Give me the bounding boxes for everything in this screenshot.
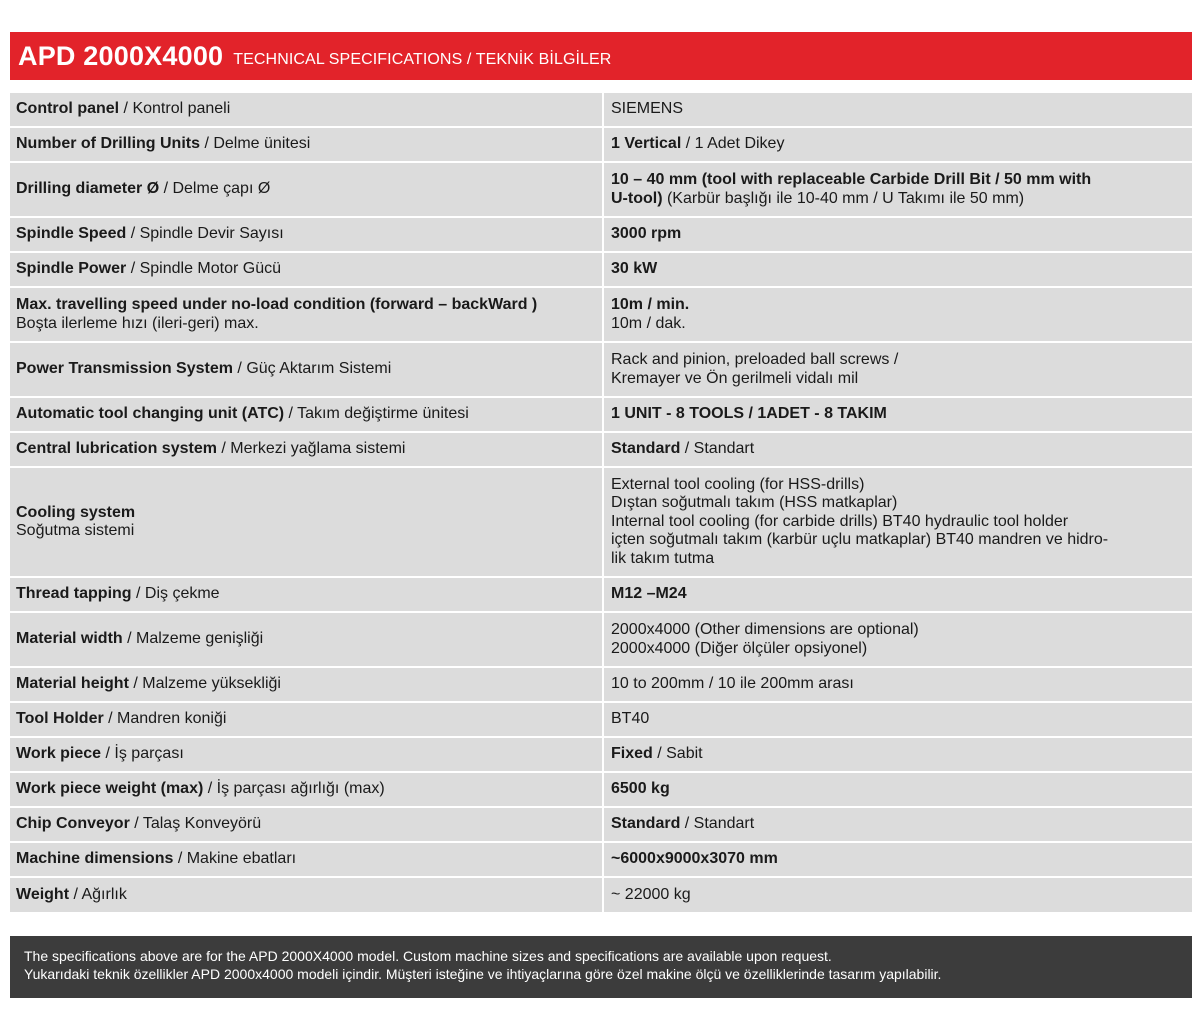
spec-bold-text: Standard: [611, 815, 681, 833]
spec-row: [10, 162, 1192, 217]
spec-value: [603, 432, 1192, 467]
spec-label-line: [16, 745, 596, 764]
spec-normal-text: / Takım değiştirme ünitesi: [284, 405, 469, 423]
spec-bold-text: Spindle Power: [16, 260, 127, 278]
spec-bold-text: 1 Vertical: [611, 135, 682, 153]
spec-value-line: [611, 745, 1186, 764]
spec-normal-text: / Spindle Devir Sayısı: [126, 225, 284, 243]
spec-value-line: [611, 513, 1186, 532]
spec-bold-text: Work piece: [16, 745, 102, 763]
spec-label: [10, 667, 603, 702]
spec-normal-text: Internal tool cooling (for carbide drills) BT40 hydraulic tool holder: [611, 512, 1069, 530]
spec-label: [10, 612, 603, 667]
spec-value: [603, 877, 1192, 912]
spec-label-line: [16, 405, 596, 424]
spec-bold-text: U-tool): [611, 189, 663, 207]
spec-label-line: [16, 296, 596, 315]
spec-label: [10, 92, 603, 127]
spec-label-line: [16, 522, 596, 541]
spec-label-line: [16, 260, 596, 279]
spec-value: [603, 702, 1192, 737]
spec-value-line: [611, 405, 1186, 424]
spec-normal-text: / Delme ünitesi: [200, 135, 311, 153]
spec-label-line: [16, 886, 596, 905]
spec-normal-text: Rack and pinion, preloaded ball screws /: [611, 351, 899, 368]
spec-normal-text: / Malzeme genişliği: [122, 630, 264, 648]
spec-bold-text: Number of Drilling Units: [16, 135, 200, 153]
spec-value-line: [611, 296, 1186, 315]
spec-value-line: [611, 780, 1186, 799]
spec-label-line: [16, 630, 596, 649]
spec-value-line: [611, 640, 1186, 659]
spec-value-line: [611, 171, 1186, 190]
spec-row: [10, 842, 1192, 877]
spec-normal-text: / İş parçası ağırlığı (max): [203, 780, 385, 798]
spec-value-line: [611, 225, 1186, 244]
spec-value: [603, 467, 1192, 577]
spec-row: [10, 397, 1192, 432]
spec-bold-text: Weight: [16, 885, 70, 903]
spec-normal-text: SIEMENS: [611, 100, 684, 118]
spec-label: [10, 702, 603, 737]
spec-normal-text: ~ 22000 kg: [611, 885, 691, 903]
spec-label: [10, 127, 603, 162]
spec-normal-text: içten soğutmalı takım (karbür uçlu matkaplar) BT40 mandren ve hidro-: [611, 531, 1109, 549]
spec-value-line: [611, 850, 1186, 869]
spec-bold-text: Machine dimensions: [16, 850, 174, 868]
spec-value: [603, 217, 1192, 252]
spec-value-line: [611, 440, 1186, 459]
spec-bold-text: 6500 kg: [611, 780, 670, 798]
spec-value: [603, 807, 1192, 842]
spec-row: [10, 432, 1192, 467]
spec-normal-text: lik takım tutma: [611, 549, 715, 567]
spec-normal-text: BT40: [611, 710, 650, 728]
spec-normal-text: / Standart: [680, 815, 755, 833]
spec-label: [10, 467, 603, 577]
spec-normal-text: / Standart: [680, 440, 755, 458]
spec-row: [10, 127, 1192, 162]
spec-row: [10, 467, 1192, 577]
spec-label-line: [16, 815, 596, 834]
spec-normal-text: 10 to 200mm / 10 ile 200mm arası: [611, 675, 854, 693]
spec-label-line: [16, 440, 596, 459]
spec-value: [603, 92, 1192, 127]
spec-bold-text: 30 kW: [611, 260, 658, 278]
spec-row: [10, 612, 1192, 667]
spec-value-line: [611, 815, 1186, 834]
spec-row: [10, 877, 1192, 912]
spec-value-line: [611, 315, 1186, 334]
spec-normal-text: / Spindle Motor Gücü: [126, 260, 281, 278]
spec-value-line: [611, 260, 1186, 279]
spec-normal-text: / Diş çekme: [131, 585, 220, 603]
spec-normal-text: / Mandren koniği: [103, 710, 227, 728]
spec-label: [10, 877, 603, 912]
spec-normal-text: / Delme çapı Ø: [159, 180, 271, 198]
spec-bold-text: Drilling diameter Ø: [16, 180, 160, 198]
spec-bold-text: Chip Conveyor: [16, 815, 130, 833]
spec-normal-text: / Güç Aktarım Sistemi: [232, 360, 392, 378]
spec-value-line: [611, 351, 1186, 370]
spec-label-line: [16, 504, 596, 523]
spec-value-line: [611, 585, 1186, 604]
spec-table-body: [10, 92, 1192, 912]
spec-normal-text: / Sabit: [652, 745, 703, 763]
spec-normal-text: / 1 Adet Dikey: [681, 135, 785, 153]
spec-bold-text: Max. travelling speed under no-load condition (forward – backWard ): [16, 296, 538, 313]
spec-label: [10, 842, 603, 877]
spec-bold-text: Power Transmission System: [16, 360, 233, 378]
spec-bold-text: Tool Holder: [16, 710, 104, 728]
spec-value: [603, 162, 1192, 217]
spec-value: [603, 842, 1192, 877]
spec-bold-text: Central lubrication system: [16, 440, 217, 458]
spec-normal-text: / Malzeme yüksekliği: [128, 675, 281, 693]
spec-label: [10, 162, 603, 217]
spec-bold-text: Material width: [16, 630, 123, 648]
spec-bold-text: Standard: [611, 440, 681, 458]
title-banner: [10, 32, 1192, 80]
spec-row: [10, 577, 1192, 612]
spec-row: [10, 92, 1192, 127]
spec-label: [10, 342, 603, 397]
spec-value: [603, 737, 1192, 772]
spec-bold-text: ~6000x9000x3070 mm: [611, 850, 778, 868]
spec-label-line: [16, 100, 596, 119]
spec-bold-text: Material height: [16, 675, 129, 693]
spec-value-line: [611, 135, 1186, 154]
spec-value-line: [611, 675, 1186, 694]
spec-label: [10, 432, 603, 467]
spec-normal-text: Soğutma sistemi: [16, 522, 135, 539]
spec-bold-text: 3000 rpm: [611, 225, 682, 243]
section-subtitle: TECHNICAL SPECIFICATIONS / TEKNİK BİLGİLER: [233, 51, 612, 68]
spec-normal-text: Dıştan soğutmalı takım (HSS matkaplar): [611, 494, 898, 512]
footer-note: [10, 936, 1192, 998]
spec-value: [603, 667, 1192, 702]
spec-normal-text: External tool cooling (for HSS-drills): [611, 475, 865, 493]
spec-bold-text: Cooling system: [16, 503, 136, 521]
spec-normal-text: (Karbür başlığı ile 10-40 mm / U Takımı ile 50 mm): [662, 189, 1025, 207]
spec-label: [10, 807, 603, 842]
spec-label-line: [16, 675, 596, 694]
spec-label: [10, 217, 603, 252]
spec-normal-text: / Merkezi yağlama sistemi: [216, 440, 406, 458]
spec-value: [603, 577, 1192, 612]
spec-bold-text: Control panel: [16, 100, 120, 118]
spec-value: [603, 772, 1192, 807]
spec-label: [10, 287, 603, 342]
spec-value: [603, 397, 1192, 432]
spec-normal-text: 2000x4000 (Diğer ölçüler opsiyonel): [611, 639, 868, 657]
spec-normal-text: / İş parçası: [101, 745, 184, 763]
spec-label: [10, 397, 603, 432]
model-title: APD 2000X4000: [18, 40, 224, 71]
spec-label-line: [16, 315, 596, 334]
spec-row: [10, 217, 1192, 252]
spec-value-line: [611, 710, 1186, 729]
spec-normal-text: 2000x4000 (Other dimensions are optional): [611, 621, 919, 638]
spec-label-line: [16, 585, 596, 604]
spec-value: [603, 612, 1192, 667]
spec-normal-text: / Talaş Konveyörü: [129, 815, 262, 833]
spec-normal-text: / Makine ebatları: [173, 850, 297, 868]
spec-bold-text: 10 – 40 mm (tool with replaceable Carbide Drill Bit / 50 mm with: [611, 171, 1092, 188]
spec-value-line: [611, 494, 1186, 513]
spec-value: [603, 287, 1192, 342]
spec-label: [10, 737, 603, 772]
spec-row: [10, 342, 1192, 397]
spec-value: [603, 252, 1192, 287]
spec-value-line: [611, 550, 1186, 569]
spec-row: [10, 252, 1192, 287]
spec-label-line: [16, 850, 596, 869]
spec-row: [10, 807, 1192, 842]
spec-value-line: [611, 100, 1186, 119]
spec-row: [10, 737, 1192, 772]
spec-bold-text: Automatic tool changing unit (ATC): [16, 405, 285, 423]
spec-value: [603, 127, 1192, 162]
spec-label-line: [16, 710, 596, 729]
spec-normal-text: Boşta ilerleme hızı (ileri-geri) max.: [16, 314, 259, 332]
spec-value-line: [611, 621, 1186, 640]
spec-bold-text: 1 UNIT - 8 TOOLS / 1ADET - 8 TAKIM: [611, 405, 887, 423]
spec-bold-text: Thread tapping: [16, 585, 132, 603]
spec-normal-text: 10m / dak.: [611, 314, 686, 332]
spec-row: [10, 702, 1192, 737]
spec-normal-text: Kremayer ve Ön gerilmeli vidalı mil: [611, 369, 859, 387]
spec-bold-text: Spindle Speed: [16, 225, 127, 243]
spec-normal-text: / Kontrol paneli: [119, 100, 231, 118]
spec-label: [10, 577, 603, 612]
spec-bold-text: M12 –M24: [611, 585, 687, 603]
spec-value-line: [611, 476, 1186, 495]
spec-value-line: [611, 190, 1186, 209]
spec-table: [10, 91, 1192, 912]
spec-row: [10, 772, 1192, 807]
spec-normal-text: / Ağırlık: [69, 885, 127, 903]
spec-row: [10, 287, 1192, 342]
spec-label-line: [16, 780, 596, 799]
spec-label-line: [16, 135, 596, 154]
spec-value-line: [611, 886, 1186, 905]
spec-bold-text: 10m / min.: [611, 296, 690, 313]
spec-label-line: [16, 360, 596, 379]
spec-label: [10, 252, 603, 287]
spec-row: [10, 667, 1192, 702]
footer-note-turkish: Yukarıdaki teknik özellikler APD 2000x4000 modeli içindir. Müşteri isteğine ve ihtiyaçlarına göre özel makine ölçü ve özelliklerinde tasarım yapılabilir.: [24, 966, 942, 982]
spec-bold-text: Fixed: [611, 745, 653, 763]
spec-label-line: [16, 180, 596, 199]
spec-value-line: [611, 370, 1186, 389]
spec-label: [10, 772, 603, 807]
footer-note-english: The specifications above are for the APD 2000X4000 model. Custom machine sizes and specifications are available upon request.: [24, 948, 832, 964]
spec-label-line: [16, 225, 596, 244]
spec-value: [603, 342, 1192, 397]
spec-value-line: [611, 531, 1186, 550]
spec-bold-text: Work piece weight (max): [16, 780, 204, 798]
